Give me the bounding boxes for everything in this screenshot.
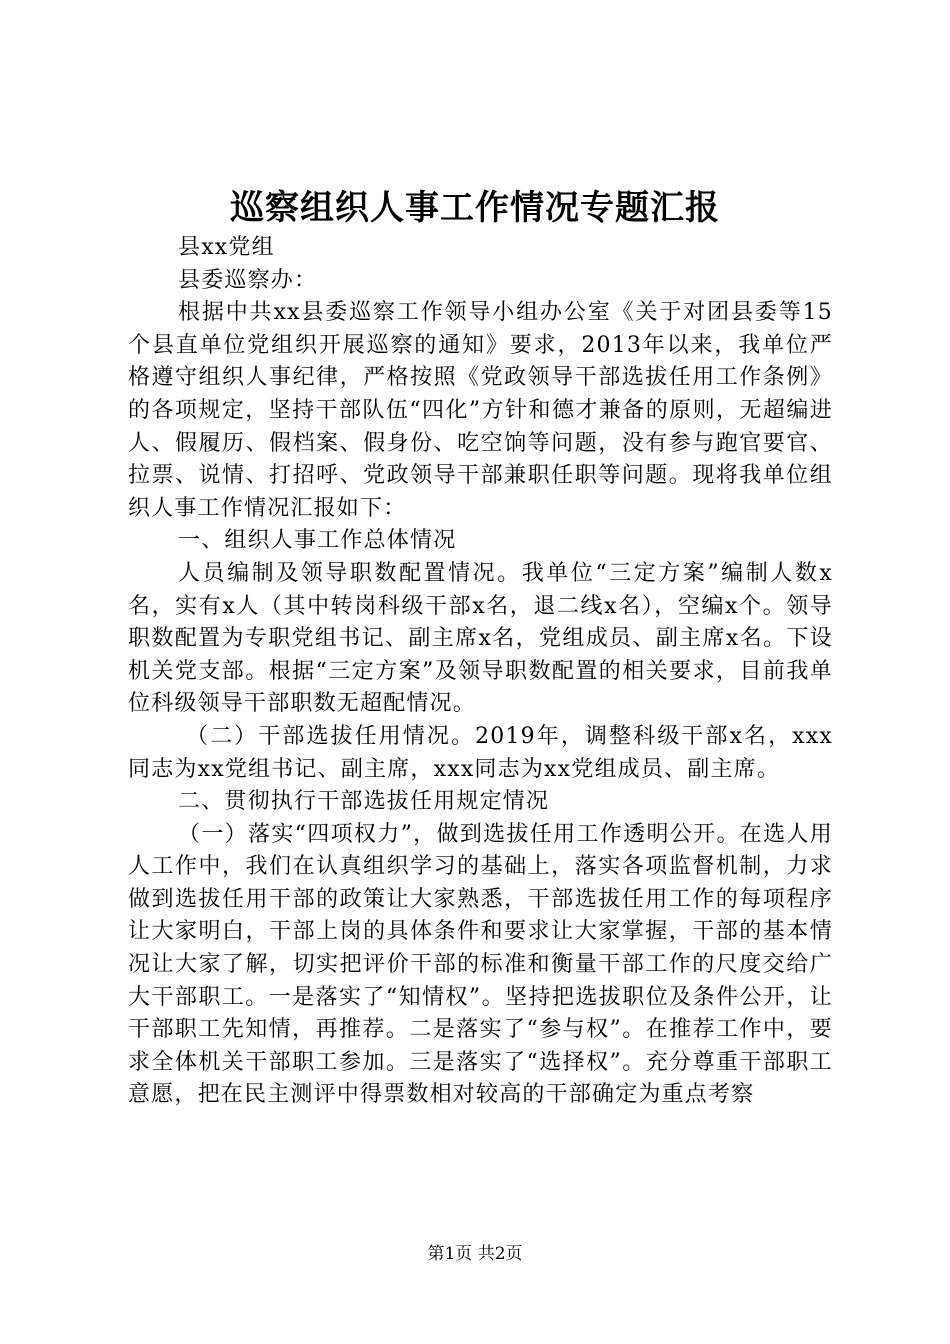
page-footer: 第1页 共2页 bbox=[427, 1244, 523, 1264]
section-heading-2: 二、贯彻执行干部选拔任用规定情况 bbox=[178, 789, 550, 815]
four-rights-paragraph: （一）落实“四项权力”，做到选拔任用工作透明公开。在选人用人工作中，我们在认真组织学习的基础上，落实各项监督机制，力求做到选拔任用干部的政策让大家熟悉，干部选拔任用工作的每项程序让大家明白，干部上岗的具体条件和要求让大家掌握，干部的基本情况让大家了解，切实把评价干部的标准和衡量干部工作的尺度交给广大干部职工。一是落实了“知情权”。坚持把选拔职位及条件公开，让干部职工先知情，再推荐。二是落实了“参与权”。在推荐工作中，要求全体机关干部职工参加。三是落实了“选择权”。充分尊重干部职工意愿，把在民主测评中得票数相对较高的干部确定为重点考察 bbox=[128, 821, 833, 1108]
cadre-selection-paragraph: （二）干部选拔任用情况。2019年，调整科级干部x名，xxx同志为xx党组书记、副主席，xxx同志为xx党组成员、副主席。 bbox=[128, 723, 833, 782]
staffing-paragraph: 人员编制及领导职数配置情况。我单位“三定方案”编制人数x名，实有x人（其中转岗科级干部x名，退二线x名），空编x个。领导职数配置为专职党组书记、副主席x名，党组成员、副主席x名。下设机关党支部。根据“三定方案”及领导职数配置的相关要求，目前我单位科级领导干部职数无超配情况。 bbox=[128, 560, 833, 717]
document-title: 巡察组织人事工作情况专题汇报 bbox=[230, 188, 720, 228]
addressee-line-1: 县xx党组 bbox=[178, 235, 275, 260]
addressee-line-2: 县委巡察办： bbox=[178, 267, 318, 293]
document-body bbox=[128, 232, 833, 1112]
section-heading-1: 一、组织人事工作总体情况 bbox=[178, 528, 457, 554]
intro-paragraph: 根据中共xx县委巡察工作领导小组办公室《关于对团县委等15个县直单位党组织开展巡察的通知》要求，2013年以来，我单位严格遵守组织人事纪律，严格按照《党政领导干部选拔任用工作条例》的各项规定，坚持干部队伍“四化”方针和德才兼备的原则，无超编进人、假履历、假档案、假身份、吃空饷等问题，没有参与跑官要官、拉票、说情、打招呼、党政领导干部兼职任职等问题。现将我单位组织人事工作情况汇报如下： bbox=[128, 300, 833, 521]
